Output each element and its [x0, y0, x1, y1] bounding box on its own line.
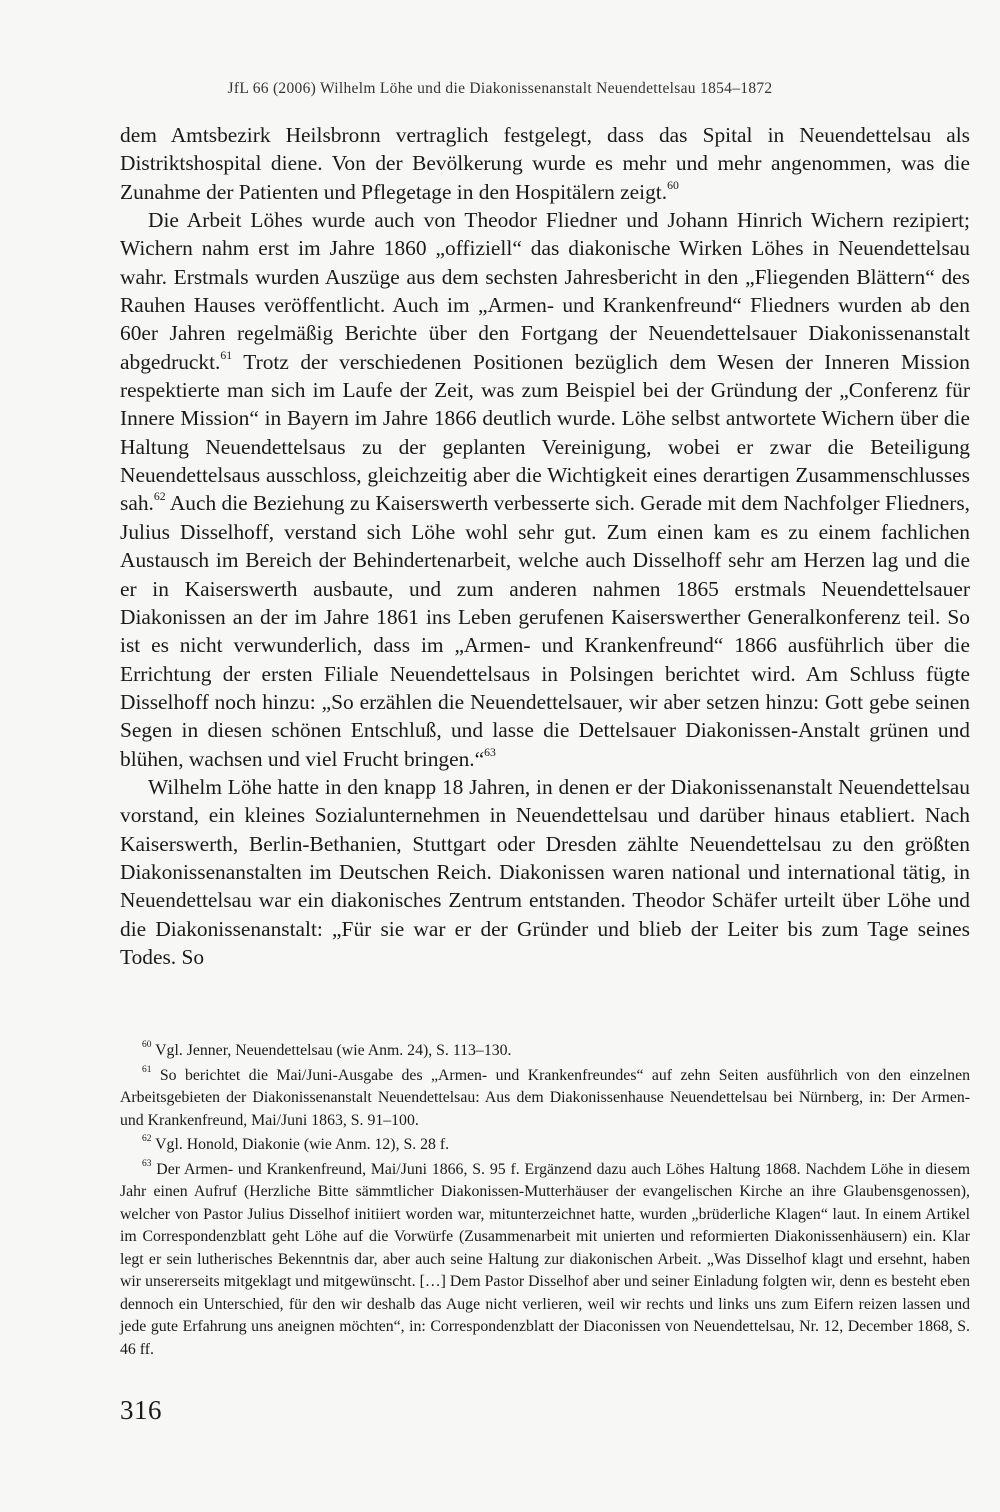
paragraph-2-text-b: Trotz der verschiedenen Positionen bezüglich dem Wesen der Inneren Mission respektierte man sich im Laufe der Zeit, was zum Beispiel bei der Gründung der „Conferenz für Innere Mission“ in Bayern im Jahre 1866 deutlich wurde. Löhe selbst antwortete Wichern über die Haltung Neuendettelsaus zu der geplanten Vereinigung, wobei er zwar die Beteiligung Neuendettelsaus ausschloss, gleichzeitig aber die Wichtigkeit eines derartigen Zusammenschlusses sah. [120, 349, 970, 516]
footnote-number: 62 [142, 1133, 152, 1144]
running-head: JfL 66 (2006) Wilhelm Löhe und die Diakonissenanstalt Neuendettelsau 1854–1872 [227, 80, 773, 97]
footnote-ref-63: 63 [484, 745, 496, 759]
footnote-ref-60: 60 [667, 178, 679, 192]
footnote-number: 61 [142, 1064, 152, 1075]
footnote-ref-62: 62 [153, 490, 166, 504]
footnote-61 [120, 1065, 970, 1133]
footnote-text: Vgl. Jenner, Neuendettelsau (wie Anm. 24), S. 113–130. [151, 1042, 512, 1059]
footnote-62 [120, 1134, 970, 1157]
footnote-text: Vgl. Honold, Diakonie (wie Anm. 12), S. 28 f. [151, 1136, 450, 1153]
page-number: 316 [120, 1395, 162, 1425]
paragraph-1-text: dem Amtsbezirk Heilsbronn vertraglich festgelegt, dass das Spital in Neuendettelsau als Distriktshospital diene. Von der Bevölkerung wurde es mehr und mehr angenommen, was die Zunahme der Patienten und Pflegetage in den Hospitälern zeigt. [120, 123, 970, 204]
paragraph-1 [120, 121, 970, 206]
main-text [120, 121, 970, 971]
footnote-63 [120, 1159, 970, 1362]
paragraph-3: Wilhelm Löhe hatte in den knapp 18 Jahren, in denen er der Diakonissenanstalt Neuendettelsau vorstand, ein kleines Sozialunternehmen in Neuendettelsau und darüber hinaus etabliert. Nach Kaiserswerth, Berlin-Bethanien, Stuttgart oder Dresden zählte Neuendettelsau zu den größten Diakonissenanstalten im Deutschen Reich. Diakonissen waren national und international tätig, in Neuendettelsau war ein diakonisches Zentrum entstanden. Theodor Schäfer urteilt über Löhe und die Diakonissenanstalt: „Für sie war er der Gründer und blieb der Leiter bis zum Tage seines Todes. So [120, 774, 970, 969]
paragraph-2-text-c: Auch die Beziehung zu Kaiserswerth verbesserte sich. Gerade mit dem Nachfolger Fliedners, Julius Disselhoff, verstand sich Löhe wohl sehr gut. Zum einen kam es zu einem fachlichen Austausch im Bereich der Behindertenarbeit, welche auch Disselhoff sehr am Herzen lag und die er in Kaiserswerth ausbaute, und zum anderen nahmen 1865 erstmals Neuendettelsauer Diakonissen an der im Jahre 1861 ins Leben gerufenen Kaiserswerther Generalkonferenz teil. So ist es nicht verwunderlich, dass im „Armen- und Krankenfreund“ 1866 ausführlich über die Errichtung der ersten Filiale Neuendettelsaus in Polsingen berichtet wird. Am Schluss fügte Disselhoff noch hinzu: „So erzählen die Neuendettelsauer, wir aber setzen hinzu: Gott gebe seinen Segen in diesen schönen Entschluß, und lasse die Dettelsauer Diakonissen-Anstalt grünen und blühen, wachsen und viel Frucht bringen.“ [120, 491, 970, 771]
footnote-number: 60 [142, 1039, 152, 1050]
footnote-number: 63 [142, 1158, 152, 1169]
paragraph-2 [120, 206, 970, 773]
footnote-text: So berichtet die Mai/Juni-Ausgabe des „Armen- und Krankenfreundes“ auf zehn Seiten ausführlich von den einzelnen Arbeitsgebieten der Diakonissenanstalt Neuendettelsau: Aus dem Diakonissenhause Neuendettelsau bei Nürnberg, in: Der Armen- und Krankenfreund, Mai/Juni 1863, S. 91–100. [120, 1066, 970, 1129]
footnote-text: Der Armen- und Krankenfreund, Mai/Juni 1866, S. 95 f. Ergänzend dazu auch Löhes Haltung 1868. Nachdem Löhe in diesem Jahr einen Aufruf (Herzliche Bitte sämmtlicher Diakonissen-Mutterhäuser der evangelischen Kirche an ihre Glaubensgenossen), welcher von Pastor Julius Disselhof initiiert worden war, mitunterzeichnet hatte, wurden „brüderliche Klagen“ laut. In einem Artikel im Correspondenzblatt geht Löhe auf die Vorwürfe (Zusammenarbeit mit unierten und reformierten Diakonissenhäusern) ein. Klar legt er sein lutherisches Bekenntnis dar, aber auch seine Haltung zur diakonischen Arbeit. „Was Disselhof klagt und ersehnt, haben wir unsererseits mitgeklagt und mitgewünscht. […] Dem Pastor Disselhof aber und seiner Einladung folgten wir, denn es besteht eben dennoch ein Unterschied, für den wir deshalb das Auge nicht verlieren, weil wir rechts und links uns zum Eifern reizen lassen und jede gute Erfahrung uns aneignen möchten“, in: Correspondenzblatt der Diaconissen von Neuendettelsau, Nr. 12, December 1868, S. 46 ff. [120, 1160, 970, 1358]
footnote-ref-61: 61 [220, 348, 233, 362]
paragraph-2-text-a: Die Arbeit Löhes wurde auch von Theodor Fliedner und Johann Hinrich Wichern rezipiert; Wichern nahm erst im Jahre 1860 „offiziell“ das diakonische Wirken Löhes in Neuendettelsau wahr. Erstmals wurden Auszüge aus dem sechsten Jahresbericht in den „Fliegenden Blättern“ des Rauhen Hauses veröffentlicht. Auch im „Armen- und Krankenfreund“ Fliedners wurden ab den 60er Jahren regelmäßig Berichte über den Fortgang der Neuendettelsauer Diakonissenanstalt abgedruckt. [120, 208, 970, 374]
footnote-60 [120, 1040, 970, 1063]
footnotes [120, 1040, 970, 1363]
